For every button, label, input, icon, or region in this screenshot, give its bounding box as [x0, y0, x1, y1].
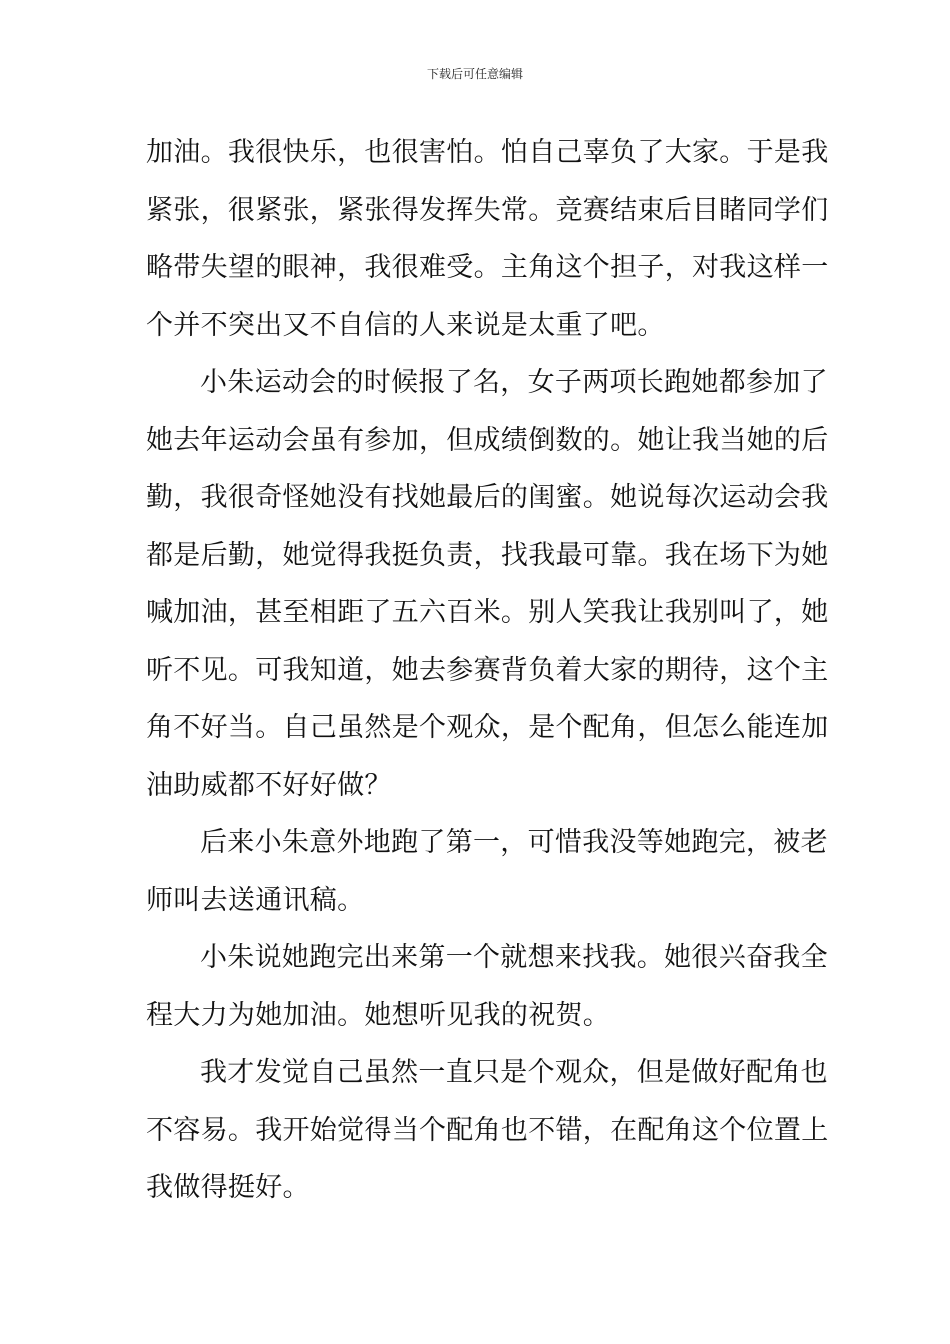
- text-line: 紧张，很紧张，紧张得发挥失常。竞赛结束后目睹同学们: [146, 194, 829, 226]
- paragraph: [146, 814, 828, 929]
- page-header-note: 下载后可任意编辑: [426, 67, 523, 81]
- text-line: 听不见。可我知道，她去参赛背负着大家的期待，这个主: [146, 654, 829, 686]
- text-line: 程大力为她加油。她想听见我的祝贺。: [146, 999, 611, 1031]
- text-line: 角不好当。自己虽然是个观众，是个配角，但怎么能连加: [146, 712, 829, 743]
- text-line: 小朱说她跑完出来第一个就想来找我。她很兴奋我全: [200, 942, 828, 973]
- text-line: 勤，我很奇怪她没有找她最后的闺蜜。她说每次运动会我: [146, 482, 829, 513]
- text-line: 我才发觉自己虽然一直只是个观众，但是做好配角也: [200, 1057, 828, 1088]
- text-line: 略带失望的眼神，我很难受。主角这个担子，对我这样一: [146, 252, 829, 283]
- text-line: 喊加油，甚至相距了五六百米。别人笑我让我别叫了，她: [146, 597, 829, 628]
- text-line: 个并不突出又不自信的人来说是太重了吧。: [146, 309, 665, 341]
- paragraph: [146, 124, 829, 354]
- document-body: [146, 124, 829, 1217]
- text-line: 加油。我很快乐，也很害怕。怕自己辜负了大家。于是我: [146, 137, 829, 168]
- text-line: 油助威都不好好做？: [146, 769, 392, 801]
- paragraph: [146, 1044, 829, 1217]
- text-line: 我做得挺好。: [146, 1172, 310, 1203]
- text-line: 小朱运动会的时候报了名，女子两项长跑她都参加了: [200, 367, 828, 398]
- paragraph: [146, 354, 829, 814]
- text-line: 她去年运动会虽有参加，但成绩倒数的。她让我当她的后: [146, 424, 829, 456]
- text-line: 都是后勤，她觉得我挺负责，找我最可靠。我在场下为她: [146, 539, 829, 571]
- text-line: 不容易。我开始觉得当个配角也不错，在配角这个位置上: [146, 1114, 829, 1146]
- paragraph: [146, 929, 828, 1044]
- text-line: 师叫去送通讯稿。: [146, 884, 365, 916]
- text-line: 后来小朱意外地跑了第一，可惜我没等她跑完，被老: [200, 827, 828, 858]
